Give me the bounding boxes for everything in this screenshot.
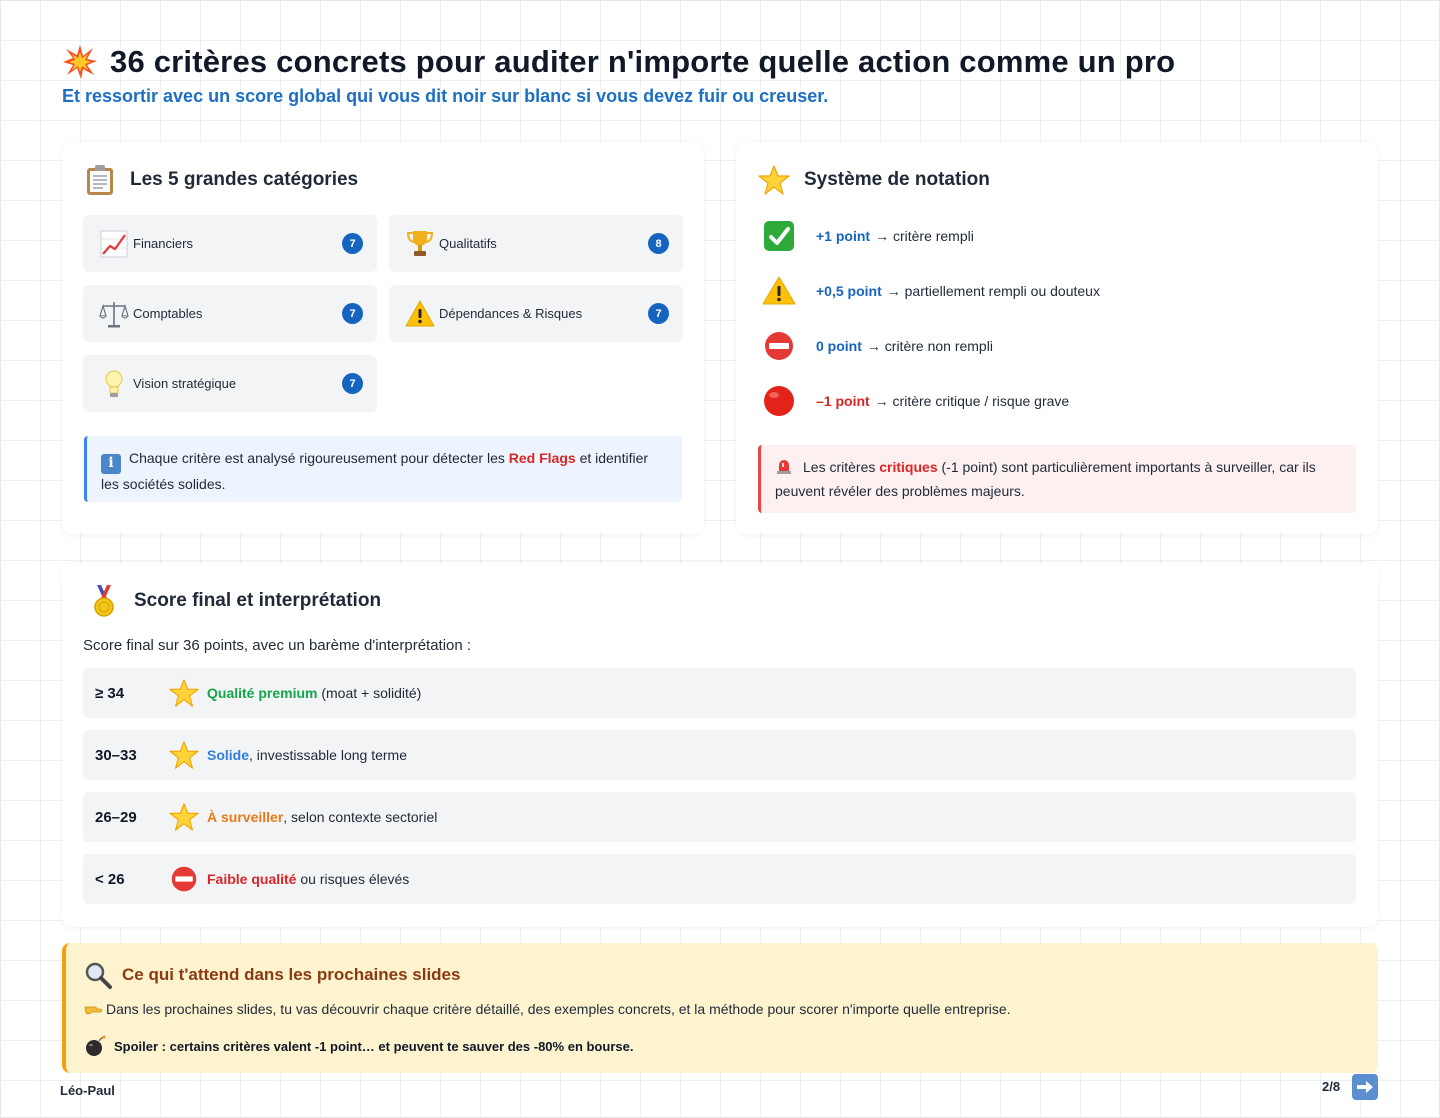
pointing-hand-icon bbox=[84, 1002, 102, 1016]
score-label: Solide bbox=[207, 747, 250, 763]
trophy-icon bbox=[405, 229, 435, 259]
points-description: → critère rempli bbox=[875, 228, 974, 244]
star-icon bbox=[169, 740, 199, 770]
next-slides-title bbox=[84, 961, 460, 989]
alert-critical-word: critiques bbox=[879, 459, 938, 475]
star-icon bbox=[169, 678, 199, 708]
arrow-right-icon bbox=[1356, 1079, 1374, 1095]
score-range: 26–29 bbox=[95, 808, 137, 826]
page-title: 36 critères concrets pour auditer n'importe quelle action comme un pro bbox=[110, 44, 1176, 79]
notation-row-zero bbox=[762, 329, 993, 363]
category-label: Vision stratégique bbox=[133, 376, 237, 391]
bomb-icon bbox=[84, 1035, 106, 1057]
score-range: 30–33 bbox=[95, 746, 137, 764]
page-subtitle: Et ressortir avec un score global qui vous dit noir sur blanc si vous devez fuir ou creuser. bbox=[62, 86, 829, 106]
score-range: < 26 bbox=[95, 870, 125, 888]
score-title-text: Score final et interprétation bbox=[134, 590, 382, 611]
categories-title bbox=[84, 164, 358, 196]
points-value: 0 point bbox=[816, 338, 862, 354]
next-slides-spoiler-text: Spoiler : certains critères valent -1 point… et peuvent te sauver des -80% en bourse. bbox=[114, 1038, 634, 1054]
notation-row-minus-one bbox=[762, 384, 1069, 418]
info-note-text-after: et identifier les sociétés solides. bbox=[101, 450, 649, 492]
score-row-solide bbox=[83, 730, 1356, 780]
category-label: Comptables bbox=[133, 306, 203, 321]
warning-icon bbox=[762, 274, 796, 308]
category-tile-qualitatifs bbox=[389, 215, 683, 272]
points-description: → partiellement rempli ou douteux bbox=[886, 283, 1100, 299]
notation-row-half bbox=[762, 274, 1100, 308]
star-icon bbox=[169, 802, 199, 832]
warning-icon bbox=[405, 299, 435, 329]
category-count-badge: 7 bbox=[342, 373, 363, 394]
points-value: +1 point bbox=[816, 228, 871, 244]
next-slides-title-text: Ce qui t'attend dans les prochaines slides bbox=[122, 965, 461, 984]
alert-text-after: (-1 point) sont particulièrement importants à surveiller, car ils peuvent révéler des problèmes majeurs. bbox=[775, 459, 1316, 499]
no-entry-icon bbox=[762, 329, 796, 363]
star-icon bbox=[758, 164, 790, 196]
clipboard-icon bbox=[84, 164, 116, 196]
info-note-red-flags: Red Flags bbox=[508, 450, 576, 466]
points-description: → critère non rempli bbox=[866, 338, 993, 354]
next-slides-description bbox=[84, 1001, 1011, 1017]
next-slides-box bbox=[62, 943, 1378, 1073]
categories-info-note bbox=[84, 436, 682, 502]
notation-row-plus-one bbox=[762, 219, 974, 253]
points-value: –1 point bbox=[816, 393, 870, 409]
critical-alert-note bbox=[758, 445, 1356, 513]
category-tile-vision bbox=[83, 355, 377, 412]
lightbulb-icon bbox=[99, 369, 129, 399]
score-card bbox=[62, 563, 1378, 927]
collision-icon bbox=[62, 44, 98, 80]
score-description: , investissable long terme bbox=[249, 747, 407, 763]
score-range: ≥ 34 bbox=[95, 684, 125, 702]
scales-icon bbox=[99, 299, 129, 329]
score-description: (moat + solidité) bbox=[321, 685, 422, 701]
info-note-text-before: Chaque critère est analysé rigoureusement pour détecter les bbox=[129, 450, 505, 466]
next-slides-spoiler bbox=[84, 1035, 633, 1057]
score-description: , selon contexte sectoriel bbox=[283, 809, 438, 825]
categories-card bbox=[62, 142, 704, 534]
categories-title-text: Les 5 grandes catégories bbox=[130, 169, 359, 190]
alert-text-before: Les critères bbox=[803, 459, 876, 475]
category-label: Dépendances & Risques bbox=[439, 306, 583, 321]
points-value: +0,5 point bbox=[816, 283, 882, 299]
score-title bbox=[88, 585, 381, 617]
next-slides-description-text: Dans les prochaines slides, tu vas découvrir chaque critère détaillé, des exemples concrets, et la méthode pour scorer n'importe quelle entreprise. bbox=[106, 1001, 1011, 1017]
notation-title bbox=[758, 164, 990, 196]
category-count-badge: 7 bbox=[342, 233, 363, 254]
medal-icon bbox=[88, 585, 120, 617]
category-tile-financiers bbox=[83, 215, 377, 272]
score-label: À surveiller bbox=[207, 809, 284, 825]
points-description: → critère critique / risque grave bbox=[874, 393, 1070, 409]
score-row-surveiller bbox=[83, 792, 1356, 842]
score-intro: Score final sur 36 points, avec un barème d'interprétation : bbox=[83, 637, 472, 654]
footer-author: Léo-Paul bbox=[60, 1083, 115, 1098]
notation-title-text: Système de notation bbox=[804, 169, 990, 190]
score-row-premium bbox=[83, 668, 1356, 718]
category-label: Qualitatifs bbox=[439, 236, 497, 251]
info-icon: i bbox=[101, 454, 121, 474]
score-row-faible bbox=[83, 854, 1356, 904]
page-header bbox=[62, 44, 1175, 80]
score-label: Faible qualité bbox=[207, 871, 297, 887]
score-label: Qualité premium bbox=[207, 685, 318, 701]
category-tile-dependances bbox=[389, 285, 683, 342]
page-indicator: 2/8 bbox=[1322, 1079, 1341, 1094]
magnifier-icon bbox=[84, 961, 112, 989]
category-label: Financiers bbox=[133, 236, 193, 251]
next-slide-button[interactable] bbox=[1352, 1074, 1378, 1100]
score-description: ou risques élevés bbox=[300, 871, 410, 887]
chart-up-icon bbox=[99, 229, 129, 259]
category-count-badge: 7 bbox=[342, 303, 363, 324]
siren-icon bbox=[775, 457, 793, 481]
no-entry-icon bbox=[169, 864, 199, 894]
red-circle-icon bbox=[762, 384, 796, 418]
category-count-badge: 8 bbox=[648, 233, 669, 254]
notation-card bbox=[736, 142, 1378, 534]
category-count-badge: 7 bbox=[648, 303, 669, 324]
category-tile-comptables bbox=[83, 285, 377, 342]
check-icon bbox=[762, 219, 796, 253]
